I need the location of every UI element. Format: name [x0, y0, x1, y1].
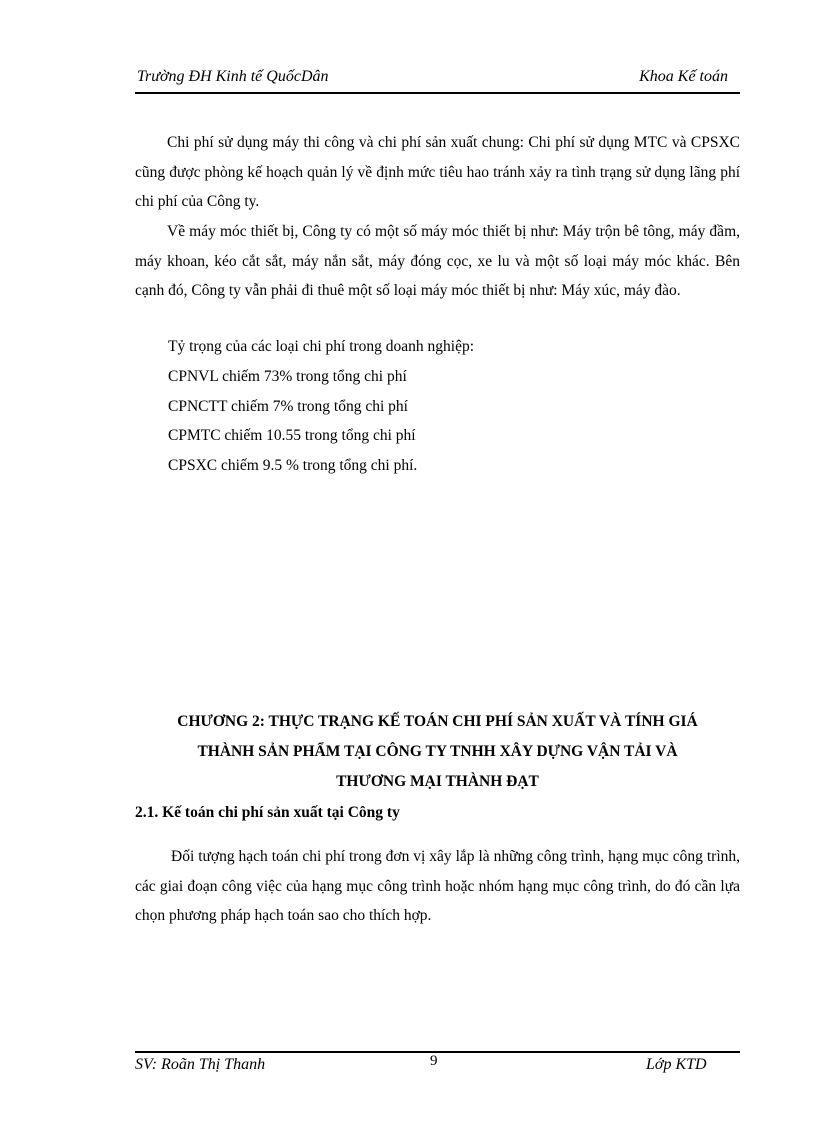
chapter-heading-line-1: CHƯƠNG 2: THỰC TRẠNG KẾ TOÁN CHI PHÍ SẢN XUẤT VÀ TÍNH GIÁ [177, 713, 698, 730]
page-number: 9 [430, 1053, 438, 1069]
ratio-item-cpnvl: CPNVL chiếm 73% trong tổng chi phí [168, 368, 407, 385]
ratio-item-cpsxc: CPSXC chiếm 9.5 % trong tổng chi phí. [168, 457, 418, 474]
ratio-intro: Tỷ trọng của các loại chi phí trong doanh nghiệp: [168, 338, 475, 355]
chapter-heading-line-2: THÀNH SẢN PHẨM TẠI CÔNG TY TNHH XÂY DỰNG VẬN TẢI VÀ [197, 743, 678, 760]
header-school: Trường ĐH Kinh tế QuốcDân [137, 68, 329, 85]
paragraph-machine-cost: Chi phí sử dụng máy thi công và chi phí sản xuất chung: Chi phí sử dụng MTC và CPSXC cũng được phòng kế hoạch quản lý về định mức tiêu hao tránh xảy ra tình trạng sử dụng lãng phí chi phí của Công ty. [135, 134, 740, 210]
chapter-heading-line-3: THƯƠNG MẠI THÀNH ĐẠT [336, 773, 539, 790]
section-heading: 2.1. Kế toán chi phí sản xuất tại Công ty [135, 804, 400, 821]
ratio-item-cpmtc: CPMTC chiếm 10.55 trong tổng chi phí [168, 427, 416, 444]
paragraph-equipment: Về máy móc thiết bị, Công ty có một số máy móc thiết bị như: Máy trộn bê tông, máy đầm, máy khoan, kéo cắt sắt, máy nắn sắt, máy đóng cọc, xe lu và một số loại máy móc khác. Bên cạnh đó, Công ty vẫn phải đi thuê một số loại máy móc thiết bị như: Máy xúc, máy đào. [135, 223, 740, 299]
footer-student: SV: Roãn Thị Thanh [135, 1056, 266, 1073]
footer-divider [135, 1051, 740, 1053]
chapter-heading [135, 707, 740, 797]
footer-class: Lớp KTD [646, 1056, 707, 1073]
ratio-item-cpnctt: CPNCTT chiếm 7% trong tổng chi phí [168, 398, 408, 415]
page-header [135, 68, 740, 94]
header-faculty: Khoa Kế toán [639, 68, 728, 85]
paragraph-costing-object: Đối tượng hạch toán chi phí trong đơn vị xây lắp là những công trình, hạng mục công trình, các giai đoạn công việc của hạng mục công trình hoặc nhóm hạng mục công trình, do đó cần lựa chọn phương pháp hạch toán sao cho thích hợp. [135, 848, 740, 924]
